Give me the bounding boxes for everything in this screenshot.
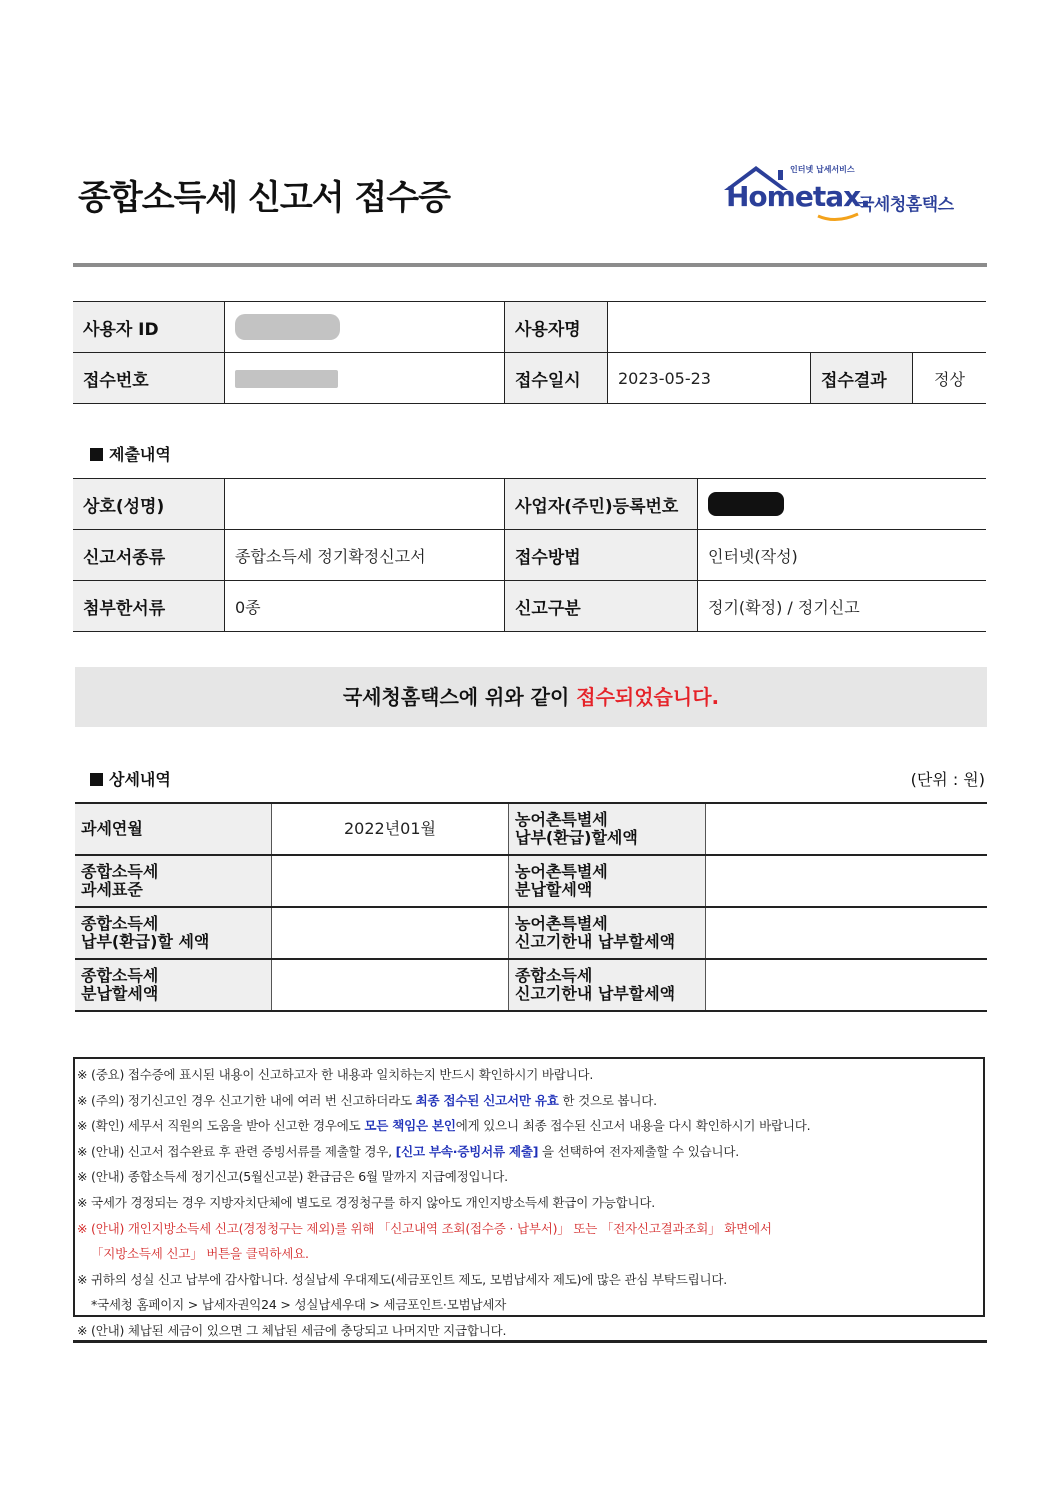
notice-text: ※ (주의) 정기신고인 경우 신고기한 내에 여러 번 신고하더라도 bbox=[77, 1092, 416, 1108]
notice-text: ※ (안내) 신고서 접수완료 후 관련 증빙서류를 제출할 경우, bbox=[77, 1143, 396, 1159]
details-row bbox=[75, 959, 987, 1011]
details-row bbox=[75, 907, 987, 959]
notice-item: 「지방소득세 신고」 버튼을 클릭하세요. bbox=[91, 1246, 309, 1262]
attach-label: 첨부한서류 bbox=[73, 581, 225, 632]
receipt-no-value bbox=[225, 353, 505, 404]
top-divider bbox=[73, 263, 987, 267]
square-bullet-icon bbox=[90, 773, 103, 786]
trade-name-value bbox=[225, 479, 505, 530]
notice-item: ※ (안내) 개인지방소득세 신고(경정청구는 제외)를 위해 「신고내역 조회(접수증 · 납부서)」 또는 「전자신고결과조회」 화면에서 bbox=[77, 1220, 772, 1236]
form-type-label: 신고서종류 bbox=[73, 530, 225, 581]
receipt-result-label: 접수결과 bbox=[811, 353, 913, 404]
notice-text: 을 선택하여 전자제출할 수 있습니다. bbox=[538, 1143, 740, 1159]
receipt-result-value: 정상 bbox=[913, 353, 987, 404]
detail-value bbox=[706, 855, 988, 907]
unit-label: (단위 : 원) bbox=[910, 770, 985, 789]
user-id-value bbox=[225, 302, 505, 353]
receipt-no-label: 접수번호 bbox=[73, 353, 225, 404]
detail-label: 농어촌특별세 신고기한내 납부할세액 bbox=[509, 907, 706, 959]
notice-item: ※ 귀하의 성실 신고 납부에 감사합니다. 성실납세 우대제도(세금포인트 제도, 모범납세자 제도)에 많은 관심 부탁드립니다. bbox=[77, 1271, 728, 1287]
notice-item: ※ 국세가 경정되는 경우 지방자치단체에 별도로 경정청구를 하지 않아도 개인지방소득세 환급이 가능합니다. bbox=[77, 1194, 656, 1210]
category-value: 정기(확정) / 정기신고 bbox=[698, 581, 987, 632]
user-name-value bbox=[608, 302, 987, 353]
hometax-logo bbox=[718, 160, 968, 230]
banner-text: 국세청홈택스에 위와 같이 bbox=[342, 685, 570, 709]
logo-brand-korean: 국세청홈택스 bbox=[858, 195, 954, 215]
bottom-divider bbox=[73, 1340, 987, 1343]
detail-label: 종합소득세 신고기한내 납부할세액 bbox=[509, 959, 706, 1011]
detail-value: 2022년01월 bbox=[272, 803, 509, 855]
notes-box bbox=[73, 1057, 985, 1338]
attach-value: 0종 bbox=[225, 581, 505, 632]
detail-label: 종합소득세 납부(환급)할 세액 bbox=[75, 907, 272, 959]
notice-item bbox=[77, 1113, 983, 1139]
logo-tagline: 인터넷 납세서비스 bbox=[790, 165, 855, 174]
notice-emphasis: [신고 부속·증빙서류 제출] bbox=[395, 1143, 539, 1159]
redacted-mark bbox=[235, 314, 340, 340]
detail-label: 종합소득세 분납할세액 bbox=[75, 959, 272, 1011]
details-table bbox=[75, 802, 987, 1012]
detail-value bbox=[706, 803, 988, 855]
detail-label: 농어촌특별세 분납할세액 bbox=[509, 855, 706, 907]
details-row bbox=[75, 803, 987, 855]
method-label: 접수방법 bbox=[505, 530, 698, 581]
notice-emphasis: 최종 접수된 신고서만 유효 bbox=[415, 1092, 559, 1108]
notice-item: ※ (중요) 접수증에 표시된 내용이 신고하고자 한 내용과 일치하는지 반드시 확인하시기 바랍니다. bbox=[77, 1067, 594, 1082]
detail-value bbox=[706, 907, 988, 959]
category-label: 신고구분 bbox=[505, 581, 698, 632]
notice-item: ※ (안내) 체납된 세금이 있으면 그 체납된 세금에 충당되고 나머지만 지급합니다. bbox=[77, 1322, 507, 1338]
submission-table bbox=[73, 478, 986, 632]
redacted-mark bbox=[708, 492, 784, 516]
user-id-label: 사용자 ID bbox=[73, 302, 225, 353]
user-info-table bbox=[73, 301, 986, 404]
method-value: 인터넷(작성) bbox=[698, 530, 987, 581]
details-heading: 상세내역 bbox=[90, 767, 171, 790]
detail-label: 과세연월 bbox=[75, 803, 272, 855]
notice-item: *국세청 홈페이지 > 납세자권익24 > 성실납세우대 > 세금포인트·모범납세자 bbox=[91, 1297, 507, 1313]
details-row bbox=[75, 855, 987, 907]
notice-item bbox=[77, 1088, 983, 1114]
detail-label: 종합소득세 과세표준 bbox=[75, 855, 272, 907]
receipt-date-label: 접수일시 bbox=[505, 353, 608, 404]
notice-text: 한 것으로 봅니다. bbox=[558, 1092, 657, 1108]
notice-text: ※ (확인) 세무서 직원의 도움을 받아 신고한 경우에도 bbox=[77, 1118, 365, 1134]
detail-value bbox=[272, 907, 509, 959]
notice-item bbox=[77, 1139, 983, 1165]
notice-emphasis: 모든 책임은 본인 bbox=[364, 1118, 456, 1134]
square-bullet-icon bbox=[90, 448, 103, 461]
detail-value bbox=[706, 959, 988, 1011]
notice-item: ※ (안내) 종합소득세 정기신고(5월신고분) 환급금은 6월 말까지 지급예정입니다. bbox=[77, 1169, 508, 1185]
detail-value bbox=[272, 855, 509, 907]
reg-no-label: 사업자(주민)등록번호 bbox=[505, 479, 698, 530]
trade-name-label: 상호(성명) bbox=[73, 479, 225, 530]
form-type-value: 종합소득세 정기확정신고서 bbox=[225, 530, 505, 581]
receipt-banner bbox=[75, 667, 987, 727]
banner-highlight: 접수되었습니다. bbox=[576, 685, 720, 709]
receipt-date-value: 2023-05-23 bbox=[608, 353, 811, 404]
detail-value bbox=[272, 959, 509, 1011]
page-title: 종합소득세 신고서 접수증 bbox=[78, 178, 450, 218]
user-name-label: 사용자명 bbox=[505, 302, 608, 353]
reg-no-value bbox=[698, 479, 987, 530]
detail-label: 농어촌특별세 납부(환급)할세액 bbox=[509, 803, 706, 855]
notice-text: 에게 있으니 최종 접수된 신고서 내용을 다시 확인하시기 바랍니다. bbox=[455, 1118, 811, 1134]
submission-heading: 제출내역 bbox=[90, 442, 171, 465]
redacted-mark bbox=[235, 370, 338, 388]
logo-brand: Hometax. bbox=[726, 180, 870, 213]
